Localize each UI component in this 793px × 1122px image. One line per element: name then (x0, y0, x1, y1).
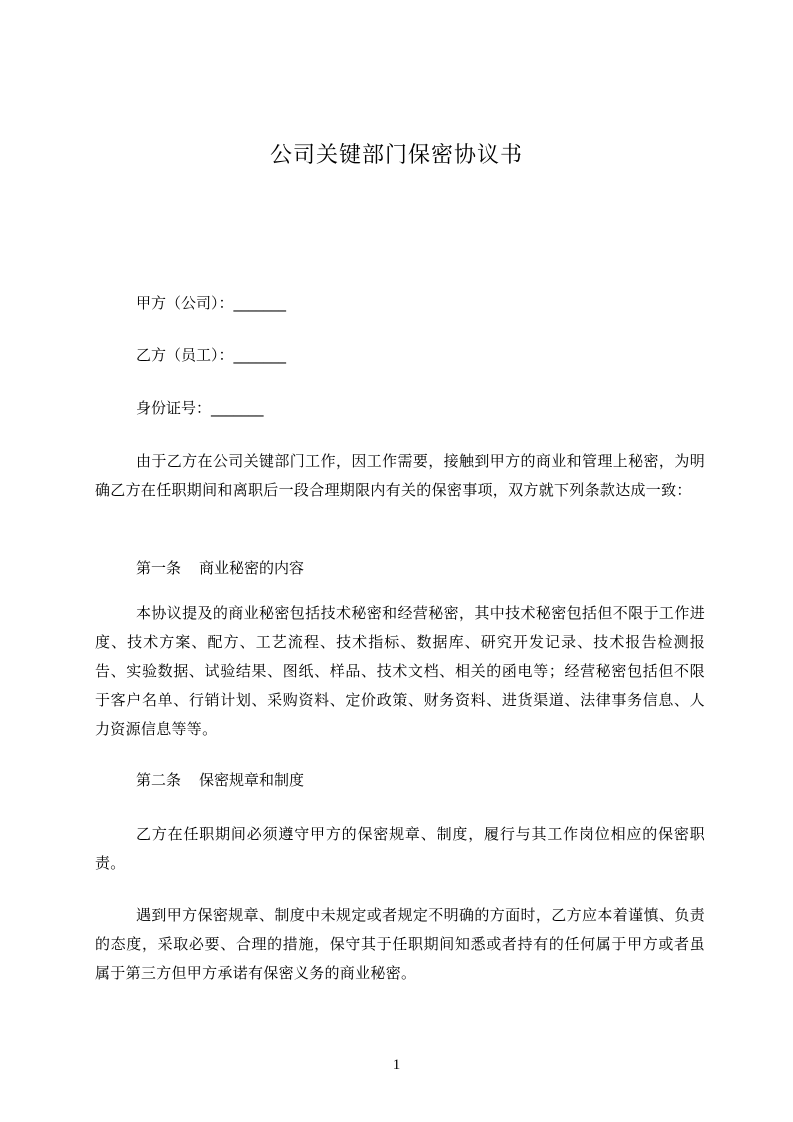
article-2-title: 保密规章和制度 (199, 771, 305, 789)
article-1-heading (136, 558, 304, 578)
party-b-blank: _______ (233, 346, 287, 364)
page-number: 1 (392, 1057, 401, 1073)
article-2-body-2: 遇到甲方保密规章、制度中未规定或者规定不明确的方面时，乙方应本着谨慎、负责的态度，采取必要、合理的措施，保守其于任职期间知悉或者持有的任何属于甲方或者虽属于第三方但甲方承诺有保密义务的商业秘密。 (95, 906, 705, 982)
article-1-number: 第一条 (136, 559, 182, 577)
article-2-heading (136, 770, 304, 790)
article-1-body: 本协议提及的商业秘密包括技术秘密和经营秘密，其中技术秘密包括但不限于工作进度、技术方案、配方、工艺流程、技术指标、数据库、研究开发记录、技术报告检测报告、实验数据、试验结果、图纸、样品、技术文档、相关的函电等；经营秘密包括但不限于客户名单、行销计划、采购资料、定价政策、财务资料、进货渠道、法律事务信息、人力资源信息等等。 (95, 604, 705, 738)
intro-paragraph: 由于乙方在公司关键部门工作，因工作需要，接触到甲方的商业和管理上秘密，为明确乙方在任职期间和离职后一段合理期限内有关的保密事项，双方就下列条款达成一致： (95, 452, 705, 499)
article-2-body-1: 乙方在任职期间必须遵守甲方的保密规章、制度，履行与其工作岗位相应的保密职责。 (95, 825, 705, 872)
party-b-label: 乙方（员工）： (136, 346, 234, 364)
document-title: 公司关键部门保密协议书 (269, 143, 523, 168)
party-b-line (136, 345, 286, 365)
party-a-label: 甲方（公司）： (136, 294, 234, 312)
article-2-number: 第二条 (136, 771, 182, 789)
article-1-title: 商业秘密的内容 (199, 559, 305, 577)
id-number-line (136, 398, 264, 418)
id-number-label: 身份证号： (136, 399, 212, 417)
id-number-blank: _______ (211, 399, 264, 417)
party-a-blank: _______ (233, 294, 287, 312)
party-a-line (136, 293, 286, 313)
